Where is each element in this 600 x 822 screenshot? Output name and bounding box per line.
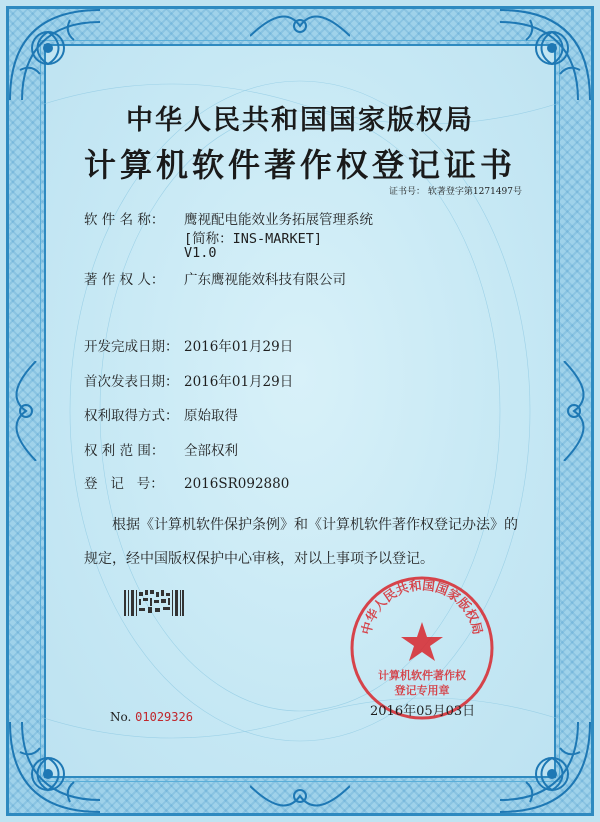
right-center-ornament-icon xyxy=(558,361,592,461)
serial-value: 01029326 xyxy=(135,710,193,724)
acquire-label: 权利取得方式： xyxy=(84,408,179,424)
certificate-title: 计算机软件著作权登记证书 xyxy=(83,146,516,184)
owner-value: 广东鹰视能效科技有限公司 xyxy=(184,272,346,288)
certificate-number: 证书号： 软著登字第1271497号 xyxy=(389,187,522,197)
left-center-ornament-icon xyxy=(8,361,42,461)
corner-ornament-icon xyxy=(0,712,110,822)
serial-number xyxy=(110,710,193,724)
software-version: V1.0 xyxy=(184,245,217,261)
owner-row xyxy=(84,268,346,288)
barcode-icon xyxy=(124,590,184,616)
seal-ring-text: 中华人民共和国国家版权局 xyxy=(358,577,486,637)
owner-label: 著 作 权 人： xyxy=(84,272,165,288)
serial-label: No. xyxy=(110,710,132,724)
software-name-row xyxy=(84,208,373,228)
issue-date: 2016年05月03日 xyxy=(370,704,476,719)
seal-center-line-2: 登记专用章 xyxy=(394,684,450,697)
corner-ornament-icon xyxy=(490,0,600,110)
acquire-value: 原始取得 xyxy=(184,408,238,424)
issuer-title: 中华人民共和国国家版权局 xyxy=(126,105,474,136)
registration-row xyxy=(84,472,289,492)
acquire-row xyxy=(84,404,238,424)
software-name-label: 软 件 名 称： xyxy=(84,212,165,228)
software-name-value: 鹰视配电能效业务拓展管理系统 xyxy=(184,212,373,228)
pub-date-row xyxy=(84,370,293,390)
seal-center-line-1: 计算机软件著作权 xyxy=(378,669,466,682)
top-center-ornament-icon xyxy=(250,8,350,42)
dev-date-row xyxy=(84,335,293,355)
pub-date-label: 首次发表日期： xyxy=(84,374,179,390)
statement-line-2: 规定，经中国版权保护中心审核，对以上事项予以登记。 xyxy=(84,551,434,567)
bottom-center-ornament-icon xyxy=(250,780,350,814)
scope-value: 全部权利 xyxy=(184,443,238,459)
corner-ornament-icon xyxy=(490,712,600,822)
corner-ornament-icon xyxy=(0,0,110,110)
pub-date-value: 2016年01月29日 xyxy=(184,374,294,390)
registration-value: 2016SR092880 xyxy=(184,476,290,492)
registration-label: 登 记 号： xyxy=(84,476,164,492)
software-short-name: [简称：INS-MARKET] xyxy=(184,231,323,247)
scope-row xyxy=(84,439,238,459)
scope-label: 权 利 范 围： xyxy=(84,443,165,459)
statement-line-1: 根据《计算机软件保护条例》和《计算机软件著作权登记办法》的 xyxy=(112,517,518,533)
dev-date-label: 开发完成日期： xyxy=(84,339,179,355)
dev-date-value: 2016年01月29日 xyxy=(184,339,294,355)
